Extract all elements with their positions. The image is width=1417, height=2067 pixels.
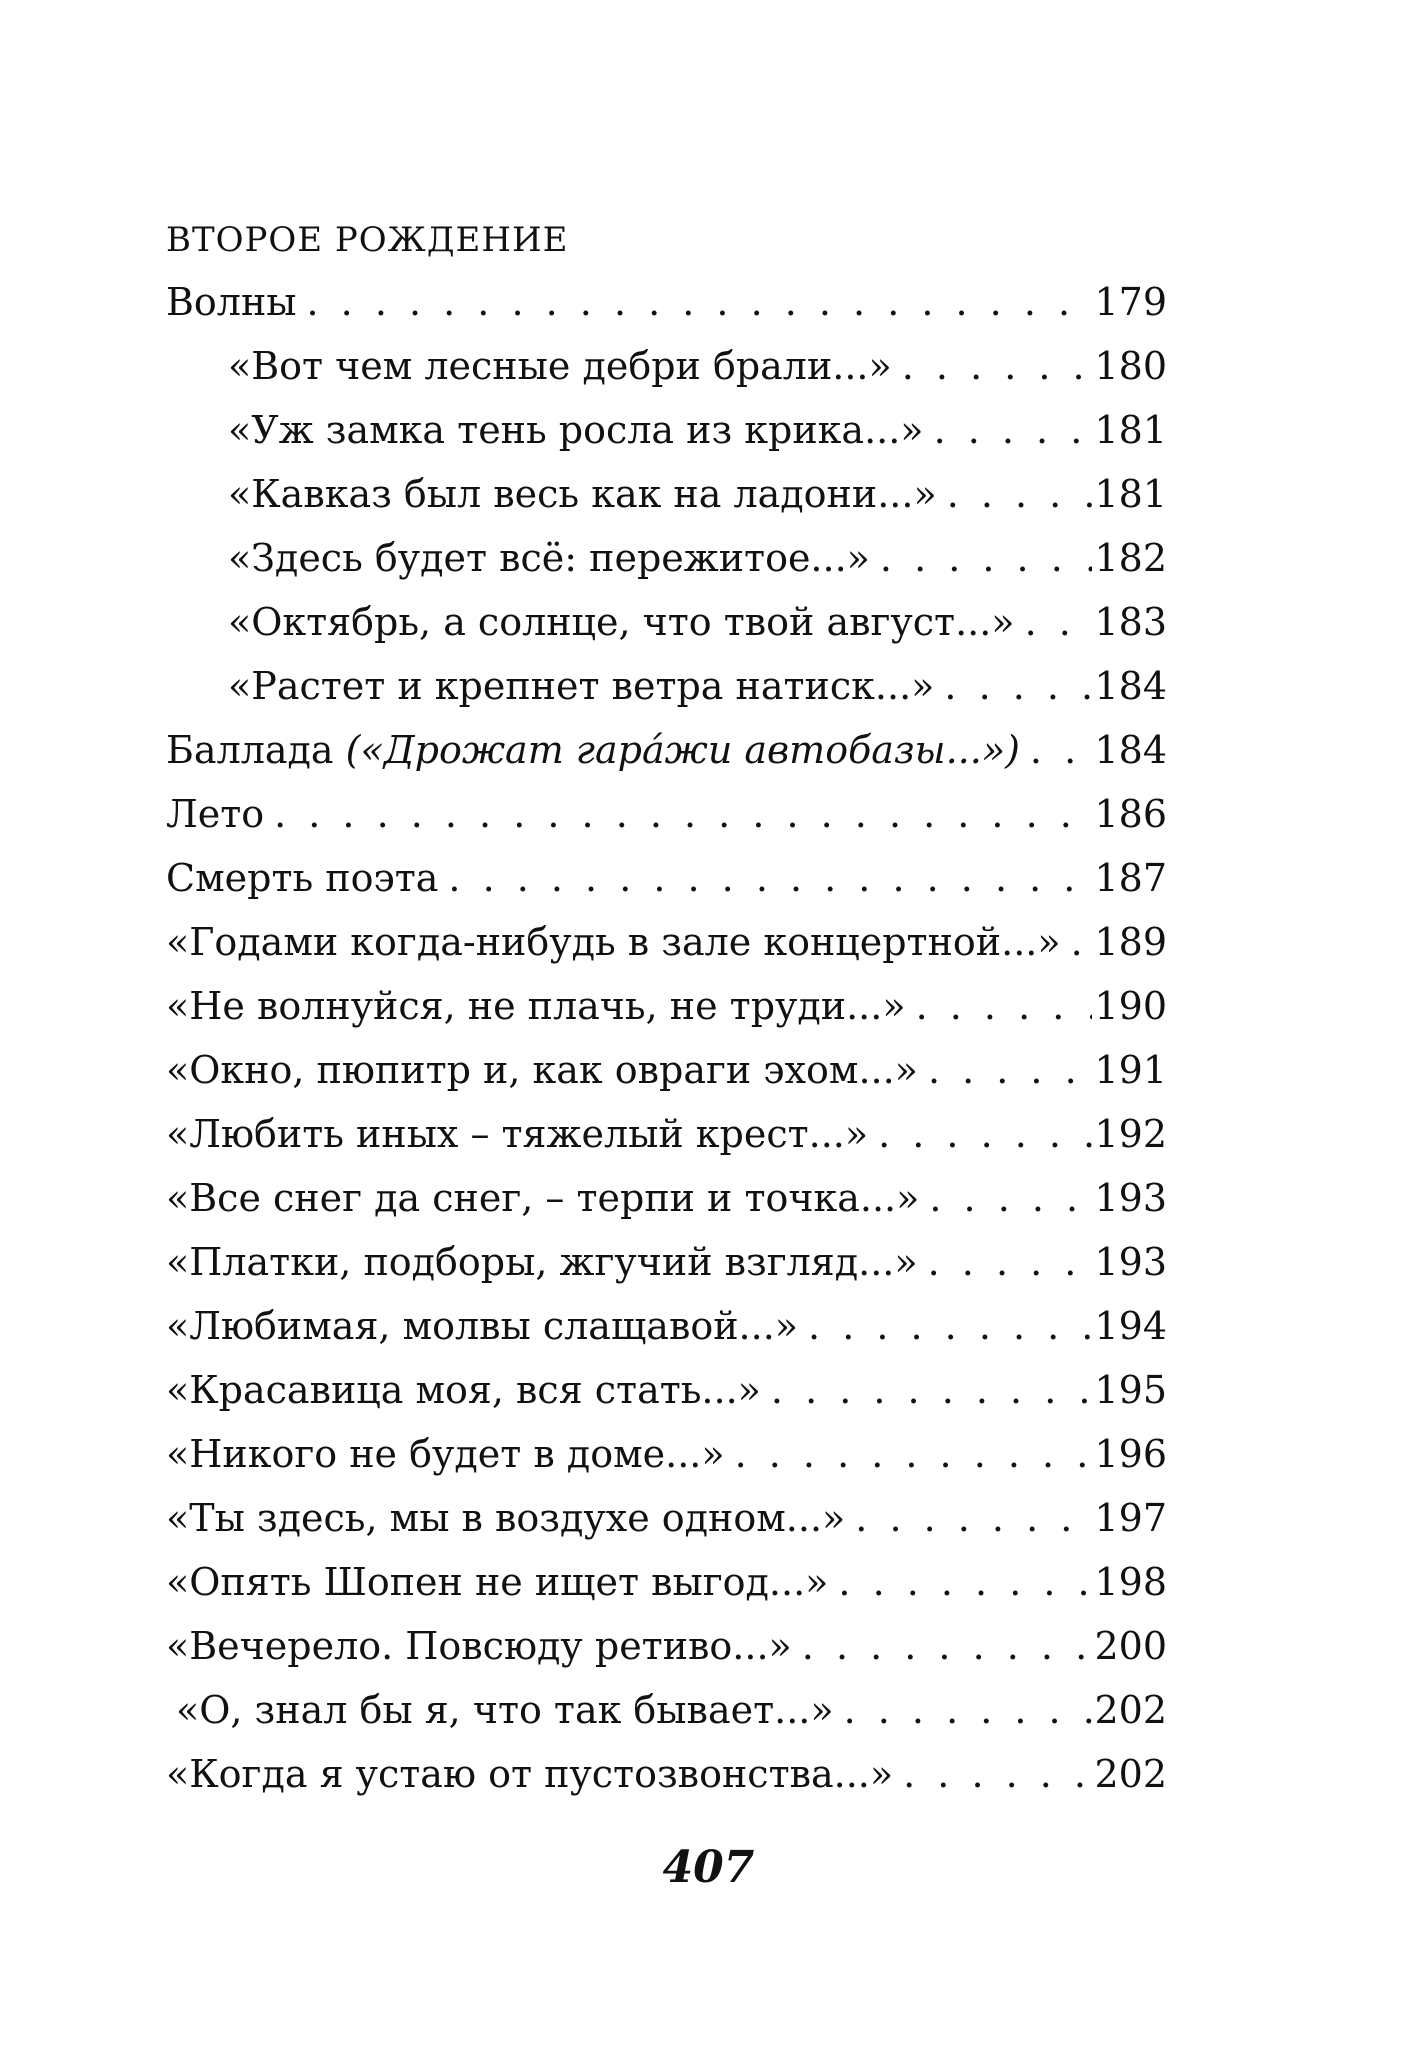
toc-entry-page: 183 xyxy=(1094,600,1167,644)
toc-entry-title: «Окно, пюпитр и, как овраги эхом...» xyxy=(166,1048,918,1092)
toc-entry-title: «Вот чем лесные дебри брали...» xyxy=(228,344,892,388)
toc-entry-title-main: Баллада xyxy=(166,728,334,772)
toc-entry xyxy=(166,1166,1167,1230)
toc-entry-title: Лето xyxy=(166,792,265,836)
toc-entry xyxy=(166,718,1167,782)
toc-entry xyxy=(166,1678,1167,1742)
toc-entry-page: 184 xyxy=(1094,664,1167,708)
toc-entry-title: «Любимая, молвы слащавой...» xyxy=(166,1304,799,1348)
toc-entry-title: «Никого не будет в доме...» xyxy=(166,1432,725,1476)
toc-entry-title: «Красавица моя, вся стать...» xyxy=(166,1368,761,1412)
dot-leader xyxy=(808,1294,1092,1358)
toc-entry-title: «Годами когда-нибудь в зале концертной...» xyxy=(166,920,1061,964)
toc-entry xyxy=(166,1230,1167,1294)
dot-leader xyxy=(735,1422,1093,1486)
toc-entry-title: «Октябрь, а солнце, что твой август...» xyxy=(228,600,1015,644)
toc-entry xyxy=(166,462,1167,526)
toc-entry xyxy=(166,974,1167,1038)
toc-entry-page: 192 xyxy=(1094,1112,1167,1156)
toc-entry-title: Смерть поэта xyxy=(166,856,439,900)
toc-entry-page: 202 xyxy=(1094,1688,1167,1732)
toc-entry xyxy=(166,270,1167,334)
toc-entry xyxy=(166,398,1167,462)
toc-entry-page: 182 xyxy=(1094,536,1167,580)
toc-entry-title: «Кавказ был весь как на ладони...» xyxy=(228,472,937,516)
toc-entry-page: 198 xyxy=(1094,1560,1167,1604)
toc-entry xyxy=(166,782,1167,846)
dot-leader xyxy=(448,846,1092,910)
toc-entry-page: 200 xyxy=(1094,1624,1167,1668)
toc-entry xyxy=(166,1422,1167,1486)
table-of-contents xyxy=(166,270,1167,1806)
page-number: 407 xyxy=(662,1842,755,1893)
dot-leader xyxy=(947,462,1093,526)
dot-leader xyxy=(916,974,1093,1038)
dot-leader xyxy=(1071,910,1093,974)
toc-entry xyxy=(166,1294,1167,1358)
toc-entry xyxy=(166,1486,1167,1550)
dot-leader xyxy=(880,526,1093,590)
toc-entry xyxy=(166,1102,1167,1166)
dot-leader xyxy=(928,1038,1093,1102)
dot-leader xyxy=(838,1550,1092,1614)
toc-entry-title: «Вечерело. Повсюду ретиво...» xyxy=(166,1624,792,1668)
toc-entry-title: «Не волнуйся, не плачь, не труди...» xyxy=(166,984,906,1028)
toc-entry xyxy=(166,590,1167,654)
toc-entry-title: «Ты здесь, мы в воздухе одном...» xyxy=(166,1496,846,1540)
dot-leader xyxy=(902,334,1093,398)
toc-entry-title: «О, знал бы я, что так бывает...» xyxy=(176,1688,834,1732)
toc-entry-title: «Уж замка тень росла из крика...» xyxy=(228,408,924,452)
dot-leader xyxy=(934,398,1093,462)
dot-leader xyxy=(802,1614,1093,1678)
dot-leader xyxy=(1030,718,1093,782)
dot-leader xyxy=(903,1742,1092,1806)
dot-leader xyxy=(307,270,1093,334)
dot-leader xyxy=(929,1166,1092,1230)
toc-entry-page: 189 xyxy=(1094,920,1167,964)
dot-leader xyxy=(928,1230,1093,1294)
toc-entry-title: «Любить иных – тяжелый крест...» xyxy=(166,1112,869,1156)
toc-entry xyxy=(166,1742,1167,1806)
toc-entry-title: «Когда я устаю от пустозвонства...» xyxy=(166,1752,894,1796)
dot-leader xyxy=(878,1102,1092,1166)
dot-leader xyxy=(274,782,1092,846)
toc-entry-page: 181 xyxy=(1094,408,1167,452)
toc-entry-title xyxy=(166,718,1020,782)
toc-entry-page: 187 xyxy=(1094,856,1167,900)
toc-entry xyxy=(166,1614,1167,1678)
toc-entry-title: «Здесь будет всё: пережитое...» xyxy=(228,536,870,580)
toc-entry xyxy=(166,526,1167,590)
toc-entry-title: «Растет и крепнет ветра натиск...» xyxy=(228,664,935,708)
toc-entry xyxy=(166,910,1167,974)
section-title: ВТОРОЕ РОЖДЕНИЕ xyxy=(166,220,569,260)
toc-entry-page: 193 xyxy=(1094,1240,1167,1284)
toc-entry xyxy=(166,1038,1167,1102)
toc-entry xyxy=(166,334,1167,398)
toc-entry-page: 181 xyxy=(1094,472,1167,516)
toc-entry-page: 194 xyxy=(1094,1304,1167,1348)
toc-entry-page: 186 xyxy=(1094,792,1167,836)
toc-entry xyxy=(166,846,1167,910)
toc-entry-title: «Опять Шопен не ищет выгод...» xyxy=(166,1560,829,1604)
toc-entry-page: 202 xyxy=(1094,1752,1167,1796)
toc-entry xyxy=(166,1358,1167,1422)
toc-entry-page: 197 xyxy=(1094,1496,1167,1540)
toc-entry-page: 191 xyxy=(1094,1048,1167,1092)
toc-entry xyxy=(166,654,1167,718)
toc-entry-page: 193 xyxy=(1094,1176,1167,1220)
dot-leader xyxy=(855,1486,1092,1550)
toc-entry-page: 190 xyxy=(1094,984,1167,1028)
toc-entry-title: «Платки, подборы, жгучий взгляд...» xyxy=(166,1240,918,1284)
toc-entry-title: «Все снег да снег, – терпи и точка...» xyxy=(166,1176,920,1220)
toc-entry-title: Волны xyxy=(166,280,297,324)
dot-leader xyxy=(844,1678,1093,1742)
toc-entry-page: 195 xyxy=(1094,1368,1167,1412)
toc-entry-page: 180 xyxy=(1094,344,1167,388)
toc-entry-page: 179 xyxy=(1094,280,1167,324)
dot-leader xyxy=(1025,590,1093,654)
dot-leader xyxy=(771,1358,1093,1422)
toc-entry xyxy=(166,1550,1167,1614)
dot-leader xyxy=(944,654,1092,718)
toc-entry-page: 184 xyxy=(1094,728,1167,772)
toc-entry-title-italic: («Дрожат гара́жи автобазы...») xyxy=(345,728,1020,772)
toc-entry-page: 196 xyxy=(1094,1432,1167,1476)
